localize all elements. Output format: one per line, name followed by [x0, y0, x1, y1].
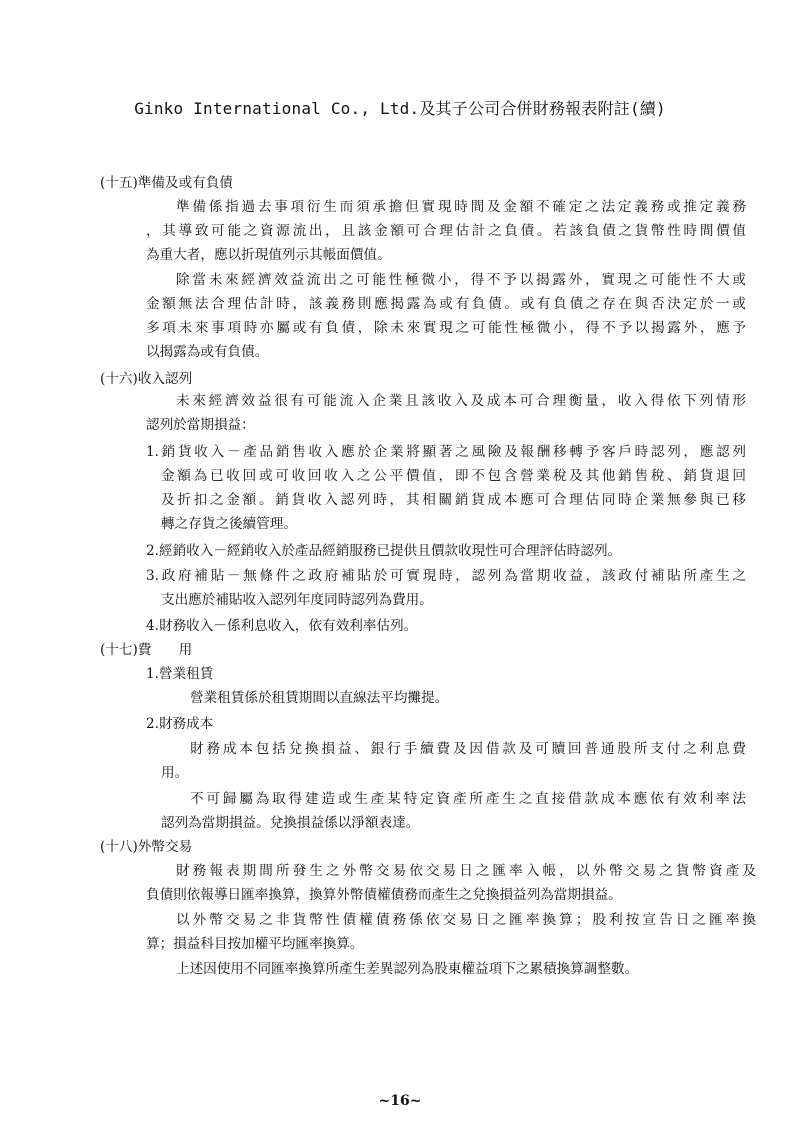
list-item-1-cont: 金額為已收回或可收回收入之公平價值，即不包含營業稅及其他銷售稅、銷貨退回: [161, 468, 746, 484]
list-item-4: 4.財務收入－係利息收入，依有效利率估列。: [146, 618, 418, 634]
paragraph-line: 多項未來事項時亦屬或有負債，除未來實現之可能性極微小，得不予以揭露外，應予: [146, 320, 746, 336]
paragraph-line: 負債則依報導日匯率換算，換算外幣債權債務而產生之兌換損益列為當期損益。: [146, 887, 622, 903]
section-heading-17: (十七)費 用: [100, 642, 193, 658]
paragraph-line: 以揭露為或有負債。: [146, 344, 269, 360]
page-number: ~16~: [378, 1093, 422, 1109]
sub-heading-operating-lease: 1.營業租賃: [146, 666, 214, 682]
list-item-1-cont: 及折扣之金額。銷貨收入認列時，其相關銷貨成本應可合理估同時企業無參與已移: [161, 492, 746, 508]
paragraph-line: 未來經濟效益很有可能流入企業且該收入及成本可合理衡量，收入得依下列情形: [176, 393, 746, 409]
paragraph-line: 為重大者，應以折現值列示其帳面價值。: [146, 247, 391, 263]
page-title: Ginko International Co., Ltd.及其子公司合併財務報表附註(續): [134, 99, 666, 118]
paragraph-line: 營業租賃係於租賃期間以直線法平均攤提。: [190, 690, 449, 706]
paragraph-line: 用。: [161, 765, 189, 781]
paragraph-line: 財務報表期間所發生之外幣交易依交易日之匯率入帳，以外幣交易之貨幣資產及: [176, 863, 756, 879]
list-item-3: 3.政府補貼－無條件之政府補貼於可實現時，認列為當期收益，該政付補貼所產生之: [146, 568, 746, 584]
paragraph-line: 除當未來經濟效益流出之可能性極微小，得不予以揭露外，實現之可能性不大或: [176, 272, 746, 288]
section-heading-18: (十八)外幣交易: [100, 839, 193, 855]
list-item-2: 2.經銷收入－經銷收入於產品經銷服務已提供且價款收現性可合理評估時認列。: [146, 543, 622, 559]
section-heading-15: (十五)準備及或有負債: [100, 175, 233, 191]
paragraph-line: 認列於當期損益：: [146, 417, 255, 433]
paragraph-line: 準備係指過去事項衍生而須承擔但實現時間及金額不確定之法定義務或推定義務: [176, 199, 746, 215]
paragraph-line: 不可歸屬為取得建造或生產某特定資產所產生之直接借款成本應依有效利率法: [190, 791, 746, 807]
paragraph-line: 上述因使用不同匯率換算所產生差異認列為股東權益項下之累積換算調整數。: [176, 961, 639, 977]
section-heading-16: (十六)收入認列: [100, 371, 193, 387]
paragraph-line: 以外幣交易之非貨幣性債權債務係依交易日之匯率換算；股利按宣告日之匯率換: [176, 912, 756, 928]
list-item-3-cont: 支出應於補貼收入認列年度同時認列為費用。: [161, 592, 433, 608]
paragraph-line: 財務成本包括兌換損益、銀行手續費及因借款及可贖回普通股所支付之利息費: [190, 741, 746, 757]
sub-heading-finance-cost: 2.財務成本: [146, 716, 214, 732]
list-item-1-cont: 轉之存貨之後續管理。: [161, 516, 297, 532]
paragraph-line: 金額無法合理估計時，該義務則應揭露為或有負債。或有負債之存在與否決定於一或: [146, 296, 746, 312]
paragraph-line: 算；損益科目按加權平均匯率換算。: [146, 936, 364, 952]
list-item-1: 1.銷貨收入－產品銷售收入應於企業將顯著之風險及報酬移轉予客戶時認列，應認列: [146, 444, 746, 460]
paragraph-line: ，其導致可能之資源流出，且該金額可合理估計之負債。若該負債之貨幣性時間價值: [146, 223, 746, 239]
paragraph-line: 認列為當期損益。兌換損益係以淨額表達。: [161, 815, 420, 831]
